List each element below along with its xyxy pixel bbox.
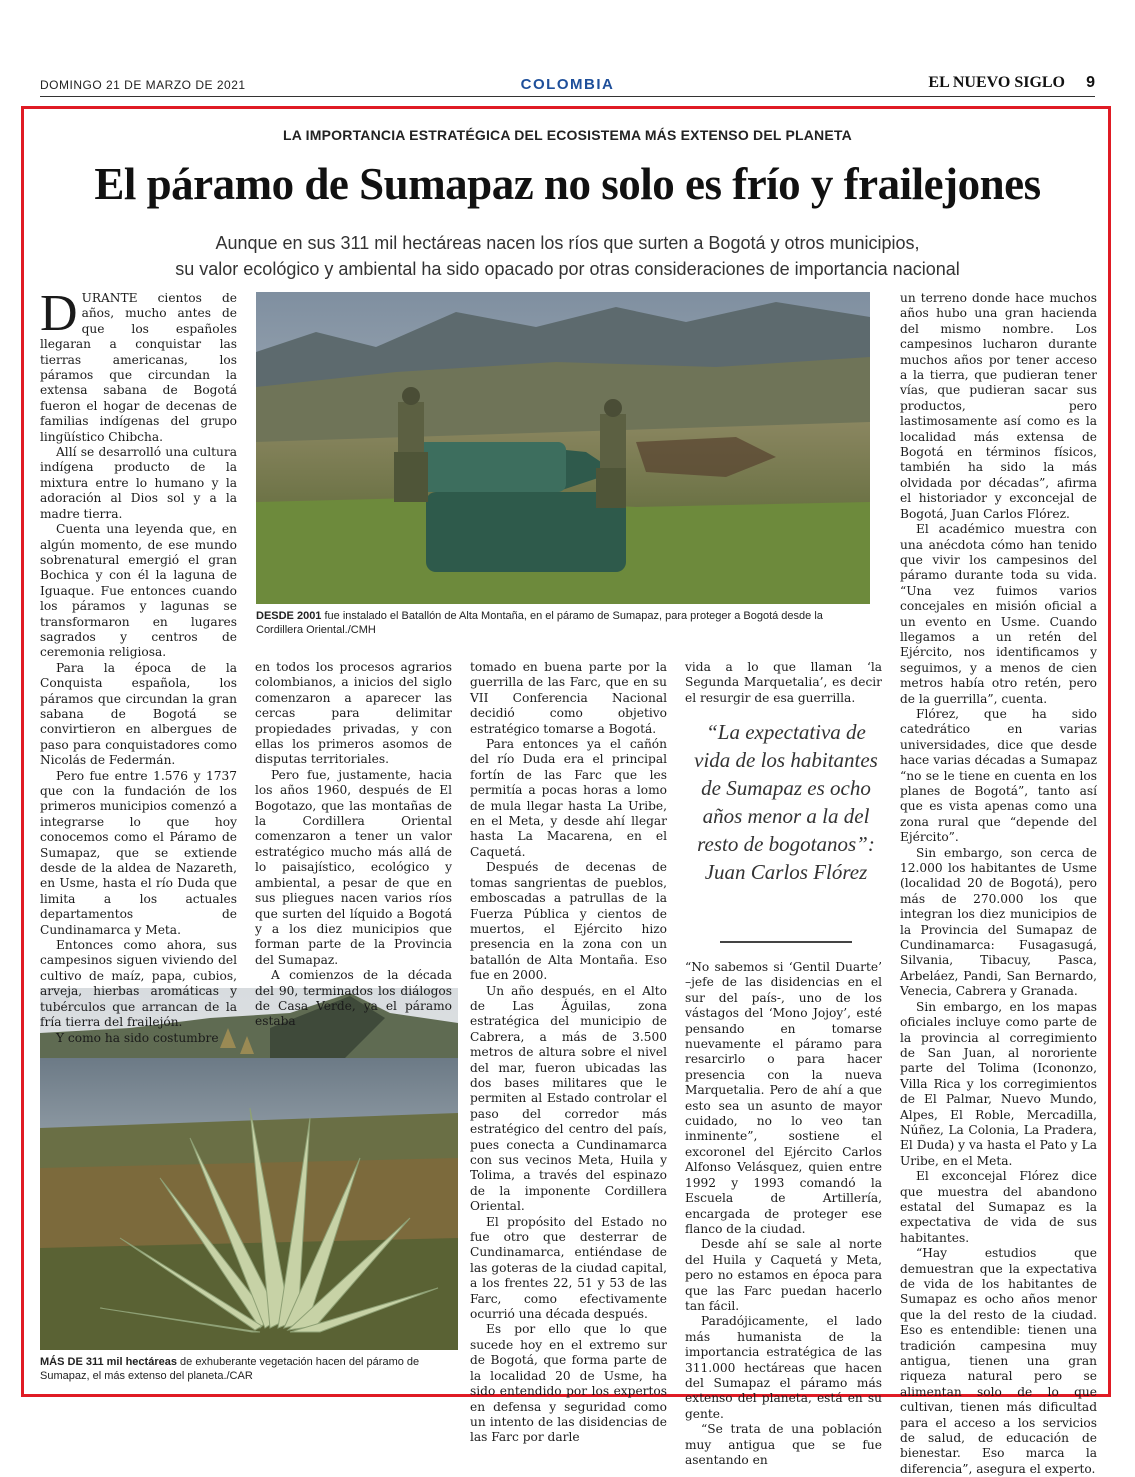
section-name: COLOMBIA — [520, 76, 615, 93]
col2-p3: A comienzos de la década del 90, terminados los diálogos de Casa Verde, ya el páramo estaba — [255, 968, 452, 1029]
photo2-caption-text: de exhuberante vegetación hacen del páramo de Sumapaz, el más extenso del planeta./CAR — [40, 1356, 420, 1382]
photo1-caption-text: fue instalado el Batallón de Alta Montaña, en el páramo de Sumapaz, para proteger a Bogotá desde la Cordillera Oriental./CMH — [256, 610, 823, 636]
col3-p3: Después de decenas de tomas sangrientas de pueblos, emboscadas a patrullas de la Fuerza Pública y cientos de muertos, el Ejército hizo presencia en la zona con un batallón de Alta Montaña. Eso fue en 2000. — [470, 860, 667, 983]
photo1-caption — [256, 609, 870, 637]
article-column-4-top — [685, 660, 882, 706]
article-column-3 — [470, 660, 667, 1446]
photo1-caption-lead: DESDE 2001 — [256, 610, 322, 622]
col5-p1: un terreno donde hace muchos años hubo una gran hacienda del mismo nombre. Los campesinos lucharon durante muchos años por tener acceso a la tierra, que pudieran tener vías, que pudieran sacar sus productos, pero lastimosamente así como es la localidad más extensa de Bogotá en términos físicos, también ha sido la más olvidada por décadas”, afirma el historiador y exconcejal de Bogotá, Juan Carlos Flórez. — [900, 291, 1097, 521]
col3-p5: El propósito del Estado no fue otro que desterrar de Cundinamarca, entiéndase de las goteras de la ciudad capital, a los frentes 22, 51 y 53 de las Farc, como efectivamente ocurrió una década después. — [470, 1214, 667, 1322]
col4-p2: Desde ahí se sale al norte del Huila y Caquetá y Meta, pero no estamos en época para que las Farc puedan hacerlo tan fácil. — [685, 1237, 882, 1313]
photo2-caption-lead: MÁS DE 311 mil hectáreas — [40, 1356, 177, 1368]
col1-p2: Allí se desarrolló una cultura indígena producto de la mixtura entre lo humano y la adoración al Dios sol y a la madre tierra. — [40, 445, 237, 521]
col1-p6: Entonces como ahora, sus campesinos siguen viviendo del cultivo de maíz, papa, cubios, arveja, hierbas aromáticas y tubérculos que arrancan de la fría tierra del frailejón. — [40, 938, 237, 1030]
col3-p6: Es por ello que lo que sucede hoy en el extremo sur de Bogotá, que forma parte de la localidad 20 de Usme, ha sido entendido por los expertos en defensa y seguridad como un intento de las disidencias de las Farc por darle — [470, 1322, 667, 1445]
col3-p1: tomado en buena parte por la guerrilla de las Farc, que en su VII Conferencia Nacional decidió como objetivo estratégico tomarse a Bogotá. — [470, 660, 667, 736]
col5-p7: “Hay estudios que demuestran que la expectativa de vida de los habitantes de Sumapaz es ocho años menor que la del resto de la ciudad. Eso es entendible: tienen una tradición campesina muy antigua, tienen una gran riqueza natural pero se alimentan solo de lo que cultivan, tienen más dificultad para el acceso a los servicios de salud, de educación de bienestar. Eso marca la diferencia”, asegura el experto. — [900, 1246, 1097, 1476]
col5-p4: Sin embargo, son cerca de 12.000 los habitantes de Usme (localidad 20 de Bogotá), pero más de 270.000 los que integran los diez municipios de la Provincia del Sumapaz de Cundinamarca: Fusagasugá, Silvania, Tibacuy, Pasca, Arbeláez, Pandi, San Bernardo, Venecia, Cabrera y Granada. — [900, 845, 1097, 999]
photo-soldiers-illustration — [256, 292, 870, 604]
masthead-rule — [40, 96, 1095, 97]
pull-quote-rule — [720, 941, 852, 943]
article-dek — [80, 230, 1055, 282]
article-column-4 — [685, 960, 882, 1468]
col1-p4: Para la época de la Conquista española, los páramos que circundan la gran sabana de Bogotá se convirtieron en albergues de paso para conquistadores como Nicolás de Federmán. — [40, 660, 237, 768]
col1-p3: Cuenta una leyenda que, en algún momento, de ese mundo sobrenatural emergió el gran Bochica y con él la laguna de Iguaque. Fue entonces cuando los páramos y lagunas se transformaron en lugares sagrados y centros de ceremonia religiosa. — [40, 522, 237, 660]
col4-p4: “Se trata de una población muy antigua que se fue asentando en — [685, 1422, 882, 1467]
col5-p6: El exconcejal Flórez dice que muestra del abandono estatal del Sumapaz es la expectativa de vida de sus habitantes. — [900, 1169, 1097, 1245]
dek-line-2: su valor ecológico y ambiental ha sido opacado por otras consideraciones de importancia nacional — [175, 259, 960, 279]
article-headline: El páramo de Sumapaz no solo es frío y frailejones — [94, 159, 1041, 209]
col1-p7: Y como ha sido costumbre — [56, 1030, 219, 1045]
col4-p1: “No sabemos si ‘Gentil Duarte’ –jefe de las disidencias en el sur del país-, uno de los vástagos del ‘Mono Jojoy’, esté pensando en tomarse nuevamente el páramo para resarcirlo o para hacer presencia con la nueva Marquetalia. Pero de ahí a que esto sea un asunto de mayor cuidado, no lo veo tan inminente”, sostiene el excoronel del Ejército Carlos Alfonso Velásquez, quien entre 1992 y 1993 comandó la Escuela de Artillería, encargada de proteger ese flanco de la ciudad. — [685, 960, 882, 1236]
photo-soldiers-paramo — [256, 292, 870, 604]
dek-line-1: Aunque en sus 311 mil hectáreas nacen los ríos que surten a Bogotá y otros municipios, — [215, 233, 920, 253]
col3-p4: Un año después, en el Alto de Las Águilas, zona estratégica del municipio de Cabrera, a más de 3.500 metros de altura sobre el nivel del mar, fueron ubicadas las dos bases militares que le permiten al Estado controlar el paso del corredor más estratégico del centro del país, pues conecta a Cundinamarca con sus vecinos Meta, Huila y Tolima, a través del espinazo de la imponente Cordillera Oriental. — [470, 983, 667, 1214]
article-kicker: LA IMPORTANCIA ESTRATÉGICA DEL ECOSISTEMA MÁS EXTENSO DEL PLANETA — [283, 127, 852, 143]
soldier-left — [394, 387, 428, 502]
article-column-5 — [900, 291, 1097, 1477]
col3-p2: Para entonces ya el cañón del río Duda era el principal fortín de las Farc que les permitía a pocas horas a lomo de mula llegar hasta La Uribe, en el Meta, y desde ahí llegar hasta La Macarena, en el Caquetá. — [470, 737, 667, 859]
drop-cap: D — [40, 285, 78, 342]
col4-top-p: vida a lo que llaman ‘la Segunda Marquetalia’, es decir el resurgir de esa guerrilla. — [685, 660, 882, 705]
article-column-2 — [255, 660, 452, 1030]
col1-p5: Pero fue entre 1.576 y 1737 que con la fundación de los primeros municipios comenzó a integrarse lo que hoy conocemos como el Páramo de Sumapaz, que se extiende desde de la aldea de Nazareth, en Usme, hasta el río Duda que limita a los actuales departamentos de Cundinamarca y Meta. — [40, 768, 237, 937]
newspaper-name: EL NUEVO SIGLO — [928, 74, 1065, 91]
col4-p3: Paradójicamente, el lado más humanista de la importancia estratégica de las 311.000 hectáreas que hacen del Sumapaz el páramo más extenso del planeta, está en su gente. — [685, 1314, 882, 1421]
col2-p2: Pero fue, justamente, hacia los años 1960, después de El Bogotazo, que las montañas de la Cordillera Oriental comenzaron a tener un valor estratégico mucho más allá de lo paisajístico, ecológico y ambiental, a pesar de que en sus pliegues nacen varios ríos que surten del líquido a Bogotá y a los diez municipios que forman parte de la Provincia del Sumapaz. — [255, 767, 452, 967]
col1-p1: URANTE cientos de años, mucho antes de que los españoles llegaran a conquistar las tierras americanas, los páramos que circundan la extensa sabana de Bogotá fueron el hogar de decenas de familias indígenas del grupo lingüístico Chibcha. — [40, 291, 237, 444]
col5-p2: El académico muestra con una anécdota cómo han tenido que vivir los campesinos del páramo durante toda su vida. “Una vez fuimos varios concejales en misión oficial a un evento en Usme. Cuando llegamos a un retén del Ejército, nos identificamos y seguimos, y a menos de cien metros había otro retén, pero de la guerrilla”, cuenta. — [900, 522, 1097, 706]
col5-p5: Sin embargo, en los mapas oficiales incluye como parte de la provincia al corregimiento de San Juan, al nororiente parte del Tolima (Icononzo, Villa Rica y los corregimientos de El Palmar, Nuevo Mundo, Alpes, El Roble, Mercadilla, Núñez, La Colonia, La Pradera, El Duda) y va hasta el Pato y La Uribe, en el Meta. — [900, 999, 1097, 1168]
col5-p3: Flórez, que ha sido catedrático en varias universidades, dice que desde hace varias décadas a Sumapaz “no se le tiene en cuenta en los planes de Bogotá”, tanto así que es vista apenas como una zona rural que “depende del Ejército”. — [900, 706, 1097, 845]
pull-quote: “La expectativa de vida de los habitantes de Sumapaz es ocho años menor a la del resto de bogotanos”: Juan Carlos Flórez — [694, 720, 878, 884]
col2-p1: en todos los procesos agrarios colombianos, a inicios del siglo comenzaron a aparecer las cercas para delimitar propiedades privadas, y con ellas los primeros asomos de disputas territoriales. — [255, 660, 452, 767]
soldier-right — [596, 399, 626, 508]
col1-paragraph — [40, 285, 237, 445]
masthead — [40, 74, 1095, 98]
issue-date: DOMINGO 21 DE MARZO DE 2021 — [40, 78, 246, 92]
page-number: 9 — [1086, 74, 1095, 91]
article-column-1 — [40, 285, 237, 1046]
photo2-caption — [40, 1355, 458, 1383]
